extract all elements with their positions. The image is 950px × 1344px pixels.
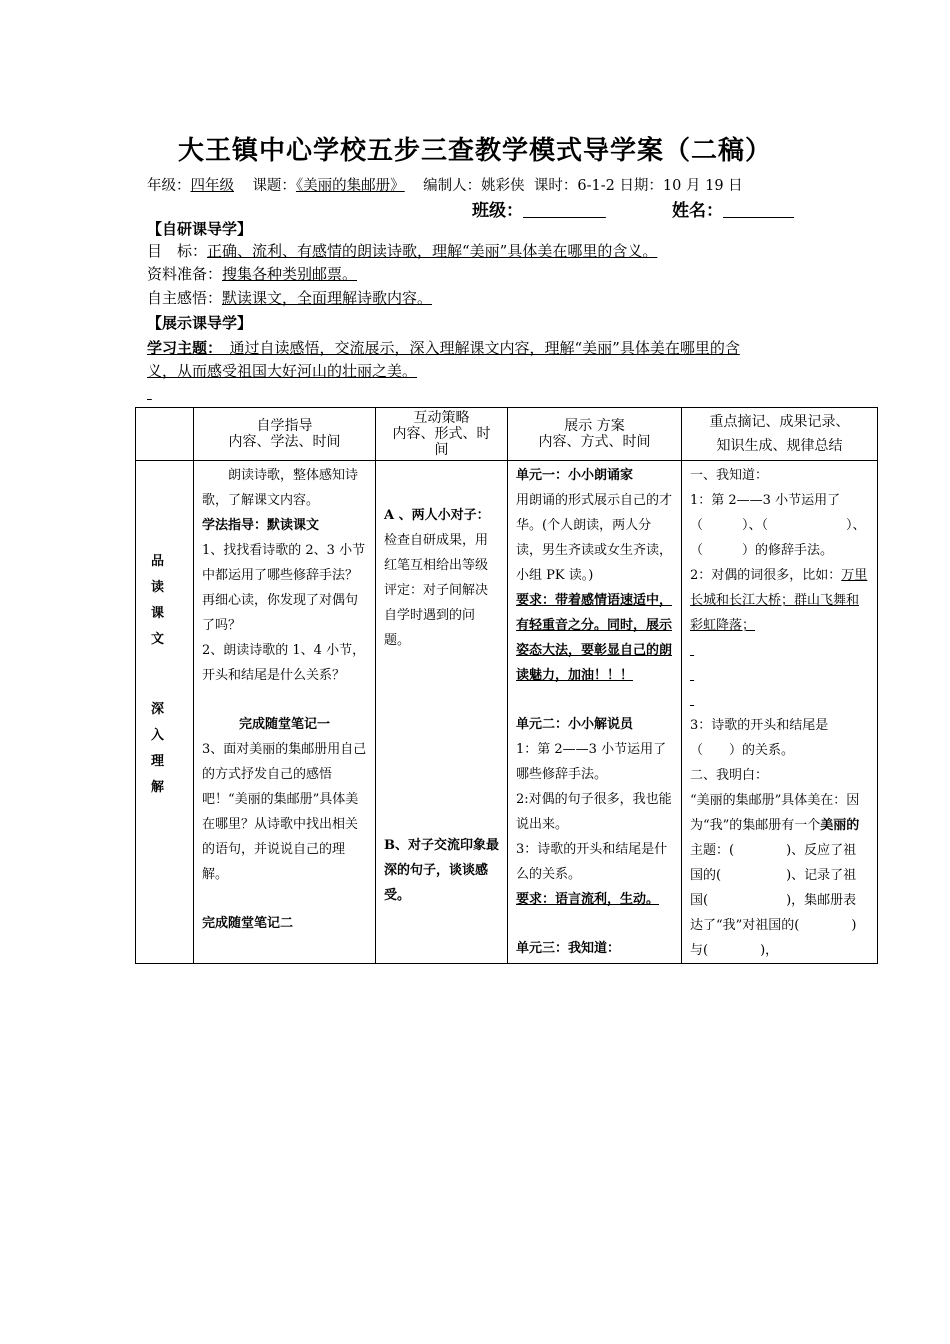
- header-show-plan: 展示 方案 内容、方式、时间: [508, 408, 682, 461]
- grade-value: 四年级: [190, 178, 234, 194]
- side-label: 品 读 课 文 深 入 理 解: [136, 461, 194, 964]
- section-show: 【展示课导学】: [147, 314, 253, 332]
- name-field: [672, 196, 794, 221]
- theme-line-2: [147, 360, 417, 381]
- goal-line: [147, 240, 657, 261]
- name-label: 姓名：: [672, 201, 723, 221]
- header-self-guide: 自学指导 内容、学法、时间: [194, 408, 376, 461]
- table-header-row: [136, 408, 878, 461]
- material-label: 资料准备：: [147, 265, 223, 283]
- header-notes: 重点摘记、成果记录、 知识生成、规律总结: [682, 408, 878, 461]
- col-self-guide: 朗读诗歌，整体感知诗歌，了解课文内容。 学法指导：默读课文 1、找找看诗歌的 2、3 小节中都运用了哪些修辞手法？再细心读，你发现了对偶句了吗？ 2、朗读诗歌的 1、4 小节，开头和结尾是什么关系？ 完成随堂笔记一 3、面对美丽的集邮册用自己的方式抒发自己的感悟吧！“美丽的集邮册”具体美在哪里？从诗歌中找出相关的语句，并说说自己的理解。 完成随堂笔记二: [194, 461, 376, 964]
- table-body-row: [136, 461, 878, 964]
- lesson-label: 课题：: [252, 178, 296, 194]
- class-blank[interactable]: [523, 201, 606, 221]
- feel-line: [147, 287, 432, 308]
- goal-label: 目 标：: [147, 242, 208, 260]
- lesson-table: [135, 407, 878, 964]
- info-row: [147, 174, 743, 195]
- feel-label: 自主感悟：: [147, 289, 223, 307]
- col-show-plan: 单元一：小小朗诵家 用朗诵的形式展示自己的才华。(个人朗读，两人分读，男生齐读或女生齐读，小组 PK 读。) 要求：带着感情语速适中，有轻重音之分。同时，展示姿态大法，要彰显自己的朗读魅力，加油！！！ 单元二：小小解说员 1：第 2——3 小节运用了哪些修辞手法。 2:对偶的句子很多，我也能说出来。 3：诗歌的开头和结尾是什么的关系。 要求：语言流利，生动。 单元三：我知道：: [508, 461, 682, 964]
- couplet-line: 2：对偶的词很多，比如：万里长城和长江大桥；群山飞舞和彩虹降落；: [690, 568, 868, 633]
- col-notes: 一、我知道： 1：第 2——3 小节运用了（ ）、（ ）、（ ）的修辞手法。 2：对偶的词很多，比如：万里长城和长江大桥；群山飞舞和彩虹降落； 3：诗歌的开头和结尾是（ ）的关系。 二、我明白： “美丽的集邮册”具体美在：因为“我”的集邮册有一个美丽的主题：( )、反应了祖国的( )、记录了祖国( )，集邮册表达了“我”对祖国的( )与( )，: [682, 461, 878, 964]
- understand-line: “美丽的集邮册”具体美在：因为“我”的集邮册有一个美丽的主题：( )、反应了祖国的( )、记录了祖国( )，集邮册表达了“我”对祖国的( )与( )，: [690, 793, 860, 958]
- hours: 课时：6-1-2: [533, 178, 615, 194]
- name-blank[interactable]: [723, 201, 794, 221]
- date: 日期：10 月 19 日: [619, 178, 743, 194]
- col-interaction: A 、两人小对子： 检查自研成果，用红笔互相给出等级评定：对子间解决自学时遇到的问题。 B、对子交流印象最深的句子，谈谈感受。: [376, 461, 508, 964]
- material-text: 搜集各种类别邮票。: [222, 265, 358, 283]
- class-label: 班级：: [472, 201, 523, 221]
- theme-text-1: 通过自读感悟，交流展示，深入理解课文内容，理解“美丽”具体美在哪里的含: [214, 339, 740, 357]
- theme-text-2: 义，从而感受祖国大好河山的壮丽之美。: [147, 362, 418, 380]
- feel-text: 默读课文，全面理解诗歌内容。: [222, 289, 433, 307]
- stray-mark: [147, 384, 152, 402]
- lesson-value: 《美丽的集邮册》: [295, 178, 405, 194]
- class-field: [472, 196, 606, 221]
- grade-label: 年级：: [147, 178, 191, 194]
- section-self-study: 【自研课导学】: [147, 220, 253, 238]
- editor: 编制人：姚彩侠: [423, 178, 525, 194]
- material-line: [147, 263, 357, 284]
- header-empty: [136, 408, 194, 461]
- theme-line-1: [147, 337, 740, 358]
- theme-label: 学习主题：: [147, 339, 215, 357]
- page-title: 大王镇中心学校五步三查教学模式导学案（二稿）: [177, 136, 772, 166]
- goal-text: 正确、流利、有感情的朗读诗歌，理解“美丽”具体美在哪里的含义。: [207, 242, 658, 260]
- header-interaction: 互动策略 内容、形式、时 间: [376, 408, 508, 461]
